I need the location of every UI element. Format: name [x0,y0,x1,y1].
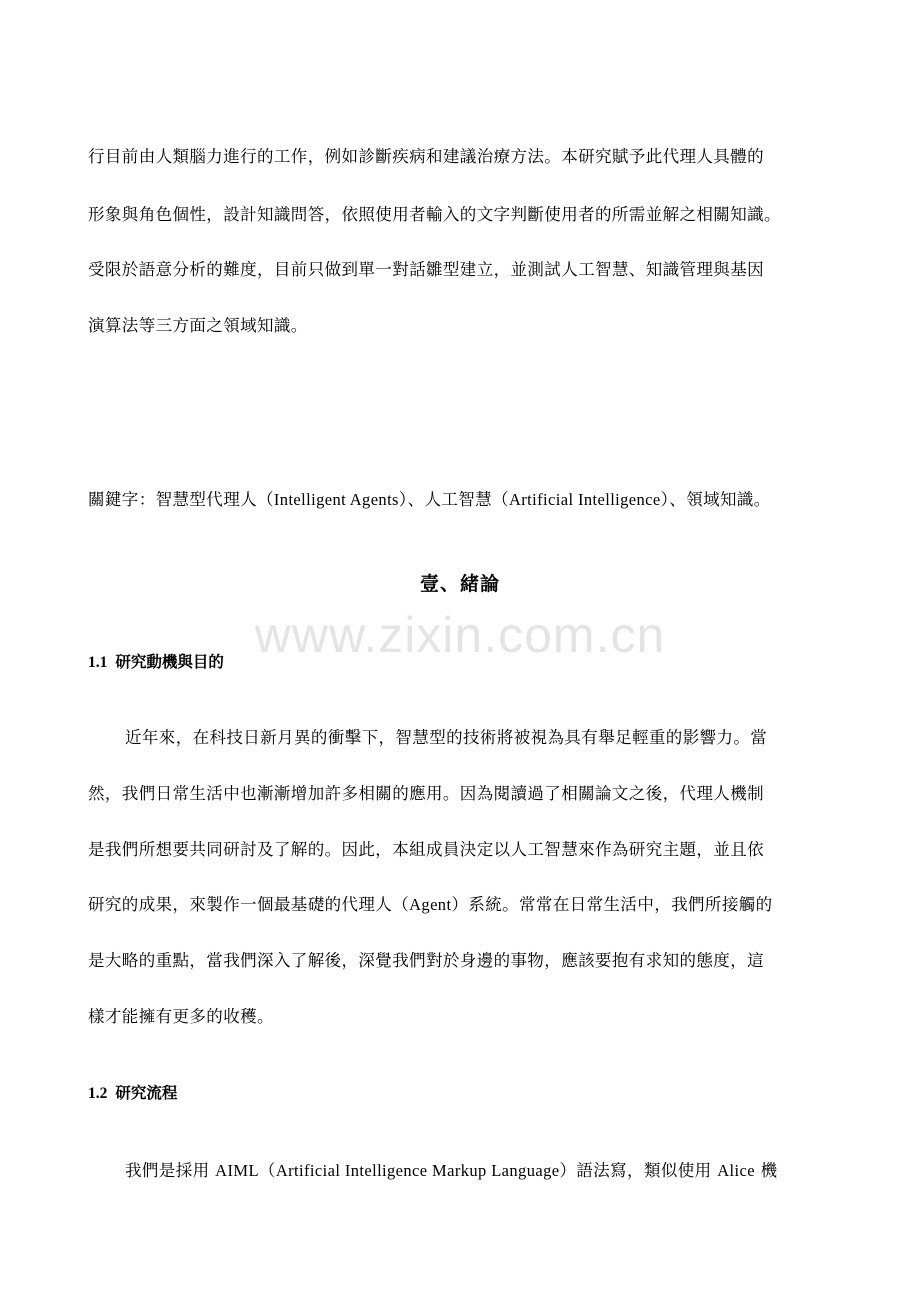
section-1-1-line-3: 是我們所想要共同研討及了解的。因此，本組成員決定以人工智慧來作為研究主題，並且依 [88,840,764,859]
section-1-2-line-1-mid: ）語法寫，類似使用 [559,1161,718,1180]
alice-term: Alice [717,1161,755,1180]
keywords-line [88,489,771,511]
keyword-intelligent-agents: Intelligent Agents [273,490,399,509]
section-1-1-line-2: 然，我們日常生活中也漸漸增加許多相關的應用。因為閱讀過了相關論文之後，代理人機制 [88,784,764,803]
chapter-title: 壹、緒論 [419,573,500,595]
section-1-2-number: 1.2 [88,1085,108,1102]
aiml-term: AIML [215,1161,259,1180]
section-1-2-line-1-post: 機 [754,1161,778,1180]
agent-term: Agent [409,895,452,914]
abstract-line-2: 形象與角色個性，設計知識問答，依照使用者輸入的文字判斷使用者的所需並解之相關知識。 [88,205,781,224]
keywords-label: 關鍵字：智慧型代理人（ [88,490,274,509]
keyword-artificial-intelligence: Artificial Intelligence [508,490,661,509]
abstract-line-4: 演算法等三方面之領域知識。 [88,316,308,335]
section-1-1-number: 1.1 [88,654,108,671]
section-1-2-heading [88,1083,177,1104]
section-1-1-line-1: 近年來，在科技日新月異的衝擊下，智慧型的技術將被視為具有舉足輕重的影響力。當 [125,728,768,747]
aiml-full-name: Artificial Intelligence Markup Language [275,1161,560,1180]
section-1-1-line-4-post: ）系統。常常在日常生活中，我們所接觸的 [451,895,773,914]
section-1-2-line-1-pre: 我們是採用 [125,1161,216,1180]
section-1-2-title: 研究流程 [115,1084,178,1102]
section-1-1-line-5: 是大略的重點，當我們深入了解後，深覺我們對於身邊的事物，應該要抱有求知的態度，這 [88,951,764,970]
section-1-1-line-6: 樣才能擁有更多的收穫。 [88,1007,274,1026]
abstract-line-3: 受限於語意分析的難度，目前只做到單一對話雛型建立，並測試人工智慧、知識管理與基因 [88,260,764,279]
keywords-separator: ）、人工智慧（ [398,490,509,509]
section-1-1-heading [88,652,224,673]
section-1-2-paren-open: （ [258,1161,276,1180]
section-1-1-line-4 [88,894,773,916]
watermark-text: www.zixin.com.cn [254,607,666,663]
keywords-end: ）、領域知識。 [660,490,771,509]
section-1-1-title: 研究動機與目的 [115,653,224,671]
section-1-1-line-4-pre: 研究的成果，來製作一個最基礎的代理人（ [88,895,410,914]
section-1-2-line-1 [125,1160,777,1182]
abstract-line-1: 行目前由人類腦力進行的工作，例如診斷疾病和建議治療方法。本研究賦予此代理人具體的 [88,147,764,166]
